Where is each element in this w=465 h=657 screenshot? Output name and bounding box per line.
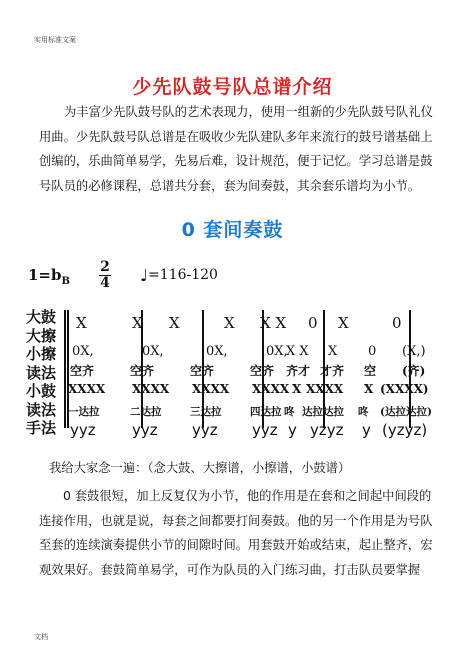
label-reading-2: 读法 (26, 400, 57, 419)
note: X (338, 314, 349, 332)
note: 0X, (266, 344, 288, 359)
note: (XXXX) (380, 382, 429, 396)
label-reading-1: 读法 (26, 363, 57, 382)
note: X X (286, 344, 309, 359)
note: X (76, 314, 87, 332)
time-signature (98, 260, 112, 291)
syllable: 齐才 (286, 364, 311, 378)
note: X (292, 382, 302, 396)
note: X (169, 314, 180, 332)
label-cymbal: 大擦 (26, 326, 57, 345)
note: 0 (308, 314, 318, 332)
syllable: 空齐 (130, 364, 155, 378)
label-bigdrum: 大鼓 (26, 308, 57, 326)
row-bigdrum (62, 314, 446, 332)
note: XXXX (306, 382, 344, 396)
score-row-labels (26, 308, 56, 438)
hand-pattern: (yzyz) (382, 421, 428, 439)
drum-score (26, 248, 446, 448)
key-subscript: B (61, 276, 70, 287)
note: X (224, 314, 235, 332)
note: 0X, (206, 344, 228, 359)
label-snare: 小鼓 (26, 382, 57, 400)
row-snare-reading (62, 404, 446, 422)
syllable: (达拉达拉) (380, 406, 432, 418)
syllable: 空齐 (70, 364, 95, 378)
note: (X,) (402, 344, 426, 359)
body-paragraph: 0 套鼓很短，加上反复仅为小节，他的作用是在套和之间起中间段的连接作用，也就是说，每套之间都要打间奏鼓。他的另一个作用是为号队至套的连续演奏提供小节的间隙时间。用套鼓开始或结束，起止整齐，宏观效果好。套鼓简单易学，可作为队员的入门练习曲，打击队员要掌握 (39, 489, 433, 578)
syllable: 空齐 (250, 364, 275, 378)
note: X (364, 382, 374, 396)
hand-pattern: yyz (252, 421, 278, 439)
syllable: 三达拉 (190, 406, 222, 418)
syllable: (齐) (402, 364, 426, 378)
recite-line: 我给大家念一遍：（念大鼓、大擦谱，小擦谱，小鼓谱） (49, 461, 351, 475)
syllable: 空 (364, 364, 377, 378)
page-header: 实用标准文案 (34, 36, 76, 44)
time-bottom: 4 (100, 275, 110, 291)
tempo-marking (140, 266, 218, 286)
row-snare (62, 382, 446, 400)
label-hand: 手法 (26, 419, 57, 437)
note: 0 (368, 344, 377, 359)
time-top: 2 (100, 259, 110, 275)
hand-pattern: yzyz (310, 421, 344, 439)
syllable: 咚 (284, 406, 295, 418)
page-footer: 文档 (34, 633, 48, 641)
hand-pattern: y (288, 421, 297, 439)
quarter-note-icon: ♩ (140, 266, 149, 286)
note: XXXX (252, 382, 290, 396)
syllable: 空齐 (190, 364, 215, 378)
key-text: 1=b (28, 266, 62, 284)
syllable: 一达拉 (68, 406, 100, 418)
row-cymbal-reading (62, 362, 446, 380)
note: X X (260, 314, 287, 332)
note: XXXX (192, 382, 230, 396)
note: XXXX (68, 382, 106, 396)
label-small-cymbal: 小擦 (26, 345, 57, 363)
hand-pattern: yyz (192, 421, 218, 439)
row-hand (62, 421, 446, 439)
note: X (328, 344, 338, 359)
row-cymbal (62, 344, 446, 362)
syllable: 才齐 (320, 364, 345, 378)
tempo-text: =116-120 (148, 267, 218, 283)
note: 0 (392, 314, 402, 332)
note: XXXX (132, 382, 170, 396)
syllable: 二达拉 (130, 406, 162, 418)
intro-paragraph: 为丰富少先队鼓号队的艺术表现力，使用一组新的少先队鼓号队礼仪用曲。少先队鼓号队总谱是在吸收少先队建队多年来流行的鼓号谱基础上创编的，乐曲简单易学，先易后难，设计规范，便于记忆。学习总谱是鼓号队员的必修课程，总谱共分套，套为间奏鼓，其余套乐谱均为小节。 (39, 105, 433, 193)
note: 0X, (142, 344, 164, 359)
key-signature (28, 266, 70, 287)
hand-pattern: y (362, 421, 371, 439)
syllable: 四达拉 (250, 406, 282, 418)
document-title: 少先队鼓号队总谱介绍 (132, 76, 333, 98)
hand-pattern: yyz (70, 421, 96, 439)
note: 0X, (72, 344, 94, 359)
hand-pattern: yyz (132, 421, 158, 439)
note: X (132, 314, 143, 332)
section-title: 0 套间奏鼓 (181, 219, 284, 241)
syllable: 咚 (358, 406, 369, 418)
syllable: 达拉达拉 (302, 406, 344, 418)
